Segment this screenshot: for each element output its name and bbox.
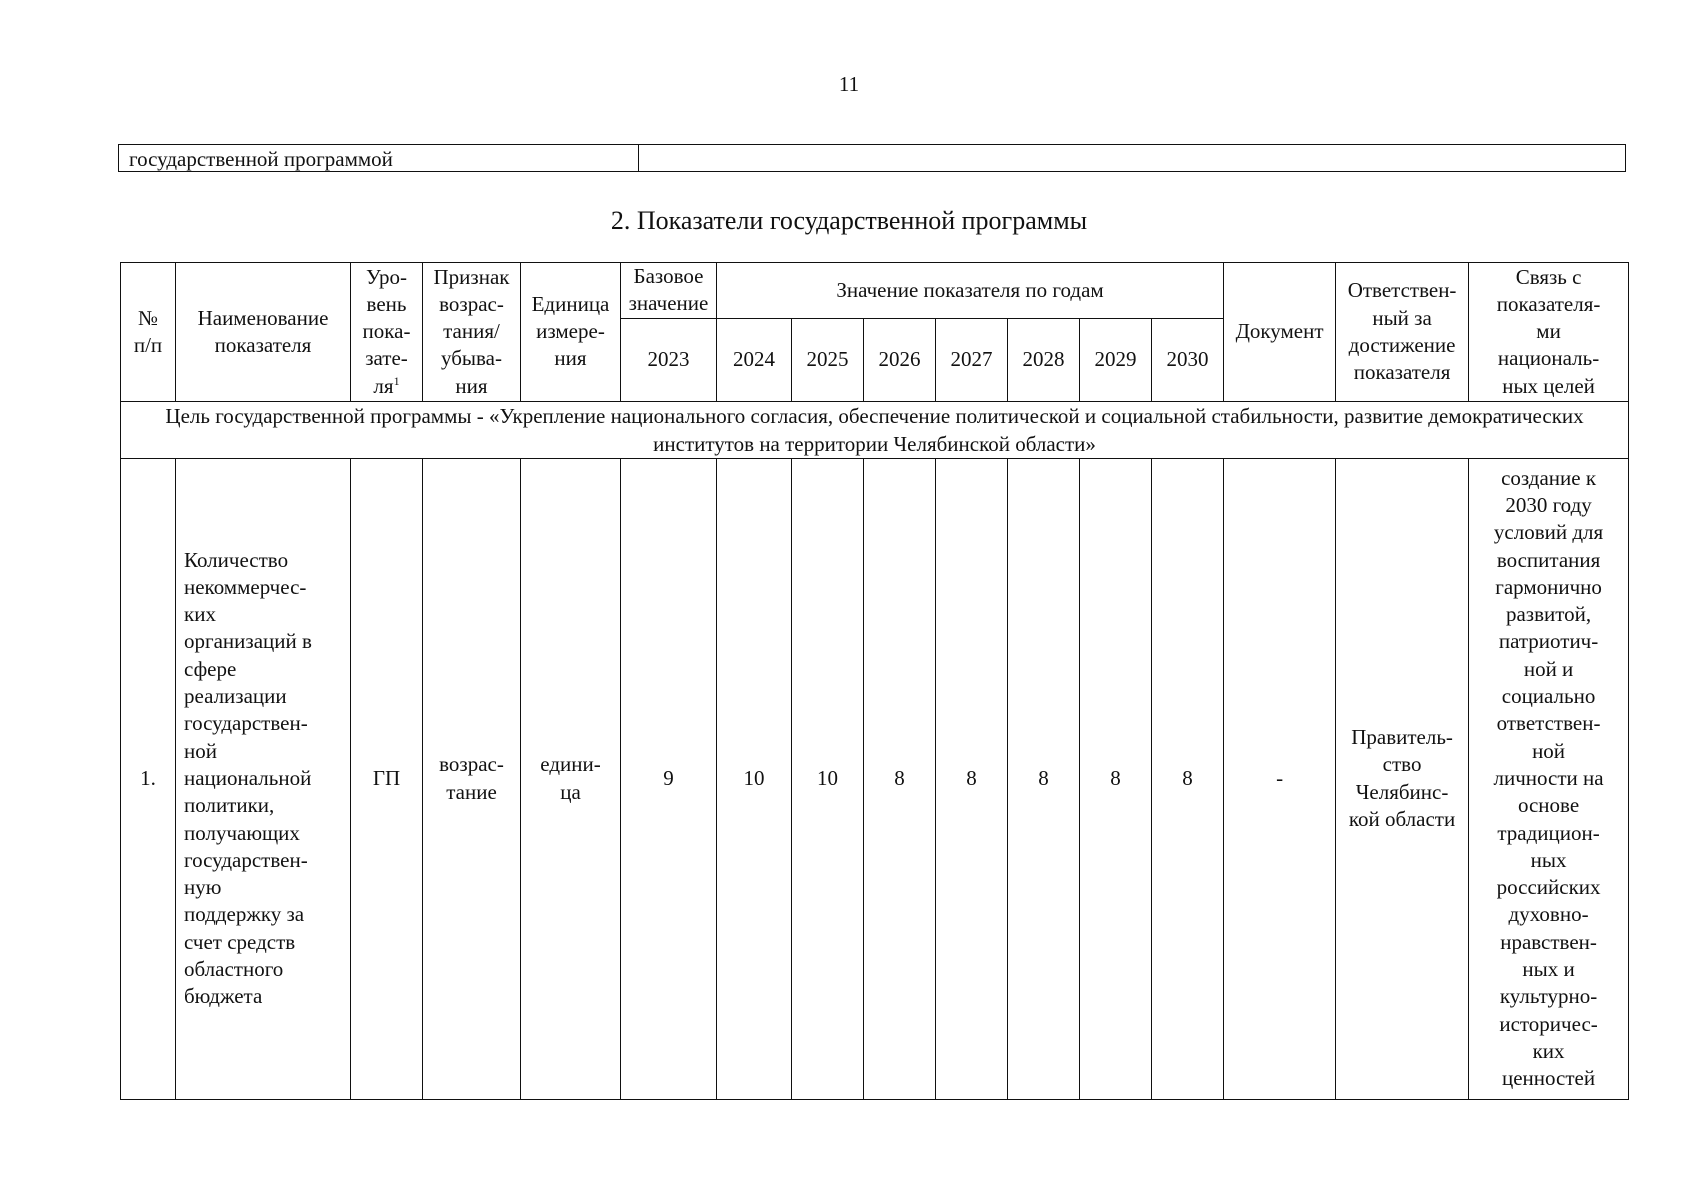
row-national-goal-link: создание к 2030 году условий для воспитания гармонично развитой, патриотич- ной и социально ответствен- ной личности на основе традицион- ных российских духовно- нравствен- ных и культурно- историчес- ких ценностей [1469,458,1629,1099]
row-year-value: 8 [1008,458,1080,1099]
footnote-marker: 1 [393,373,400,388]
row-year-value: 10 [717,458,792,1099]
row-sign: возрас- тание [423,458,521,1099]
row-num: 1. [121,458,176,1099]
col-header-years-group: Значение показателя по годам [717,263,1224,319]
indicators-table [120,262,1629,1100]
row-name: Количество некоммерчес- ких организаций в сфере реализации государствен- ной национальной политики, получающих государствен- ную поддержку за счет средств областного бюджета [176,458,351,1099]
row-level: ГП [351,458,423,1099]
col-header-unit: Единица измере- ния [521,263,621,402]
goal-row [121,401,1629,458]
table-row [121,458,1629,1099]
col-header-base: Базовое значение [621,263,717,319]
goal-text: Цель государственной программы - «Укрепление национального согласия, обеспечение политической и социальной стабильности, развитие демократических институтов на территории Челябинской области» [121,401,1629,458]
col-header-responsible: Ответствен- ный за достижение показателя [1336,263,1469,402]
row-year-value: 8 [1080,458,1152,1099]
col-header-base-year: 2023 [621,318,717,401]
col-header-name: Наименование показателя [176,263,351,402]
row-year-value: 8 [864,458,936,1099]
row-unit: едини- ца [521,458,621,1099]
row-responsible: Правитель- ство Челябинс- кой области [1336,458,1469,1099]
section-title: 2. Показатели государственной программы [610,206,1088,235]
row-document: - [1224,458,1336,1099]
col-header-year: 2030 [1152,318,1224,401]
col-header-year: 2026 [864,318,936,401]
col-header-year: 2028 [1008,318,1080,401]
continuation-cell-left: государственной программой [119,145,639,171]
col-header-link: Связь с показателя- ми националь- ных целей [1469,263,1629,402]
col-header-num: № п/п [121,263,176,402]
col-header-year: 2025 [792,318,864,401]
col-header-year: 2029 [1080,318,1152,401]
page-number: 11 [838,72,860,96]
row-year-value: 8 [1152,458,1224,1099]
continuation-table [118,144,1626,172]
continuation-cell-right [639,145,1625,171]
header-row-top [121,263,1629,319]
row-year-value: 8 [936,458,1008,1099]
col-header-sign: Признак возрас- тания/ убыва- ния [423,263,521,402]
col-header-year: 2024 [717,318,792,401]
col-header-document: Документ [1224,263,1336,402]
col-header-level [351,263,423,402]
col-header-level-text: Уро- вень пока- зате- ля [362,264,411,398]
col-header-year: 2027 [936,318,1008,401]
row-year-value: 10 [792,458,864,1099]
row-base-value: 9 [621,458,717,1099]
